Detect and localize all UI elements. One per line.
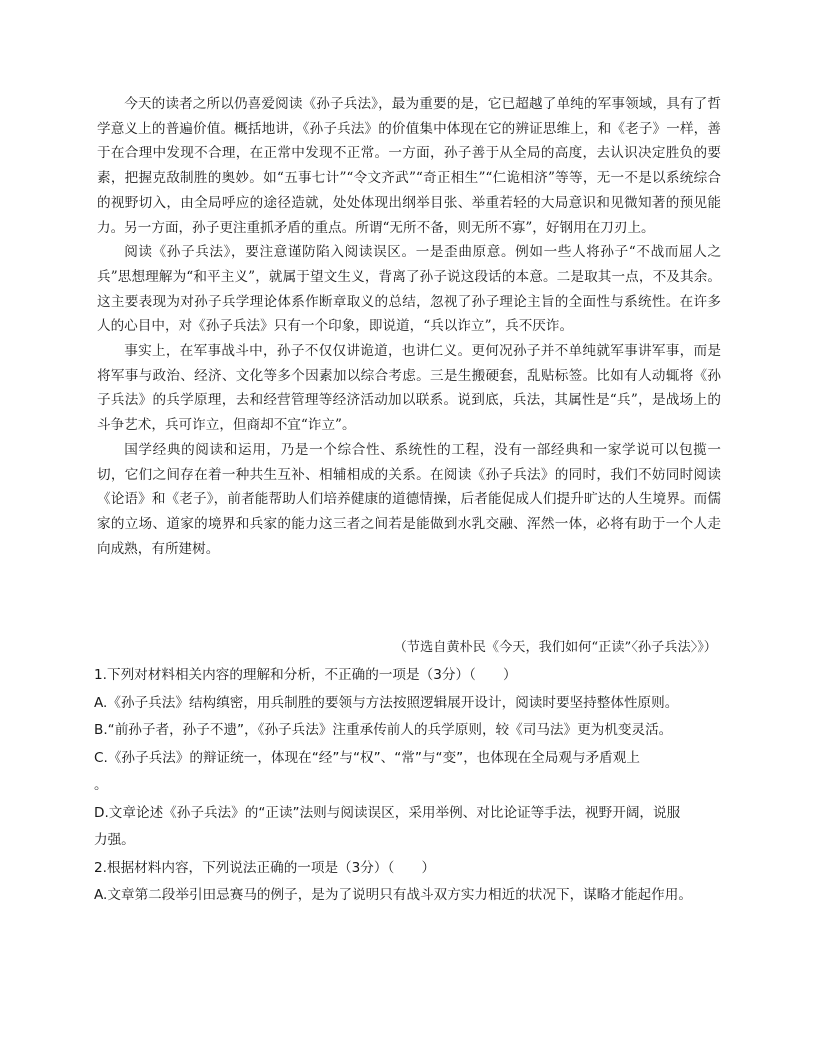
question-1-option-b: B.“前孙子者，孙子不遗”，《孙子兵法》注重承传前人的兵学原则，较《司马法》更为机变灵活。	[94, 722, 673, 738]
passage-paragraph-2: 阅读《孙子兵法》，要注意谨防陷入阅读误区。一是歪曲原意。例如一些人将孙子“不战而屈人之兵”思想理解为“和平主义”，就属于望文生义，背离了孙子说这段话的本意。二是取其一点，不及其余。这主要表现为对孙子兵学理论体系作断章取义的总结，忽视了孙子理论主旨的全面性与系统性。在许多人的心目中，对《孙子兵法》只有一个印象，即说道，“兵以诈立”，兵不厌诈。	[97, 244, 721, 335]
passage-paragraph-1: 今天的读者之所以仍喜爱阅读《孙子兵法》，最为重要的是，它已超越了单纯的军事领域，具有了哲学意义上的普遍价值。概括地讲，《孙子兵法》的价值集中体现在它的辨证思维上，和《老子》一样，善于在合理中发现不合理，在正常中发现不正常。一方面，孙子善于从全局的高度，去认识决定胜负的要素，把握克敌制胜的奥妙。如“五事七计”“令文齐武”“奇正相生”“仁诡相济”等等，无一不是以系统综合的视野切入，由全局呼应的途径造就，处处体现出纲举目张、举重若轻的大局意识和见微知著的预见能力。另一方面，孙子更注重抓矛盾的重点。所谓“无所不备，则无所不寡”，好钢用在刀刃上。	[97, 96, 721, 236]
question-1-option-c: C.《孙子兵法》的辩证统一，体现在“经”与“权”、“常”与“变”，也体现在全局观与矛盾观上	[94, 749, 640, 766]
question-list	[94, 662, 724, 910]
question-2-stem: 2.根据材料内容，下列说法正确的一项是（3分）（ ）	[94, 859, 436, 876]
reading-passage	[97, 92, 721, 561]
question-1-option-a: A.《孙子兵法》结构缜密，用兵制胜的要领与方法按照逻辑展开设计，阅读时要坚持整体性原则。	[94, 694, 679, 711]
passage-source: （节选自黄朴民《今天，我们如何“正读”〈孙子兵法〉》）	[393, 640, 717, 655]
question-1-option-c-tail: 。	[94, 777, 108, 793]
passage-paragraph-3: 事实上，在军事战斗中，孙子不仅仅讲诡道，也讲仁义。更何况孙子并不单纯就军事讲军事，而是将军事与政治、经济、文化等多个因素加以综合考虑。三是生搬硬套，乱贴标签。比如有人动辄将《孙子兵法》的兵学原理，去和经营管理等经济活动加以联系。说到底，兵法，其属性是“兵”，是战场上的斗争艺术，兵可诈立，但商却不宜“诈立”。	[97, 343, 721, 434]
question-1-option-d: D.文章论述《孙子兵法》的“正读”法则与阅读误区，采用举例、对比论证等手法，视野开阔，说服	[94, 804, 681, 821]
question-1-option-d-tail: 力强。	[94, 832, 135, 848]
passage-paragraph-4: 国学经典的阅读和运用，乃是一个综合性、系统性的工程，没有一部经典和一家学说可以包揽一切，它们之间存在着一种共生互补、相辅相成的关系。在阅读《孙子兵法》的同时，我们不妨同时阅读《论语》和《老子》，前者能帮助人们培养健康的道德情操，后者能促成人们提升旷达的人生境界。而儒家的立场、道家的境界和兵家的能力这三者之间若是能做到水乳交融、浑然一体，必将有助于一个人走向成熟，有所建树。	[97, 441, 721, 557]
question-1-stem: 1.下列对材料相关内容的理解和分析，不正确的一项是（3分）（ ）	[94, 667, 517, 683]
question-2-option-a: A.文章第二段举引田忌赛马的例子，是为了说明只有战斗双方实力相近的状况下，谋略才能起作用。	[94, 887, 692, 903]
